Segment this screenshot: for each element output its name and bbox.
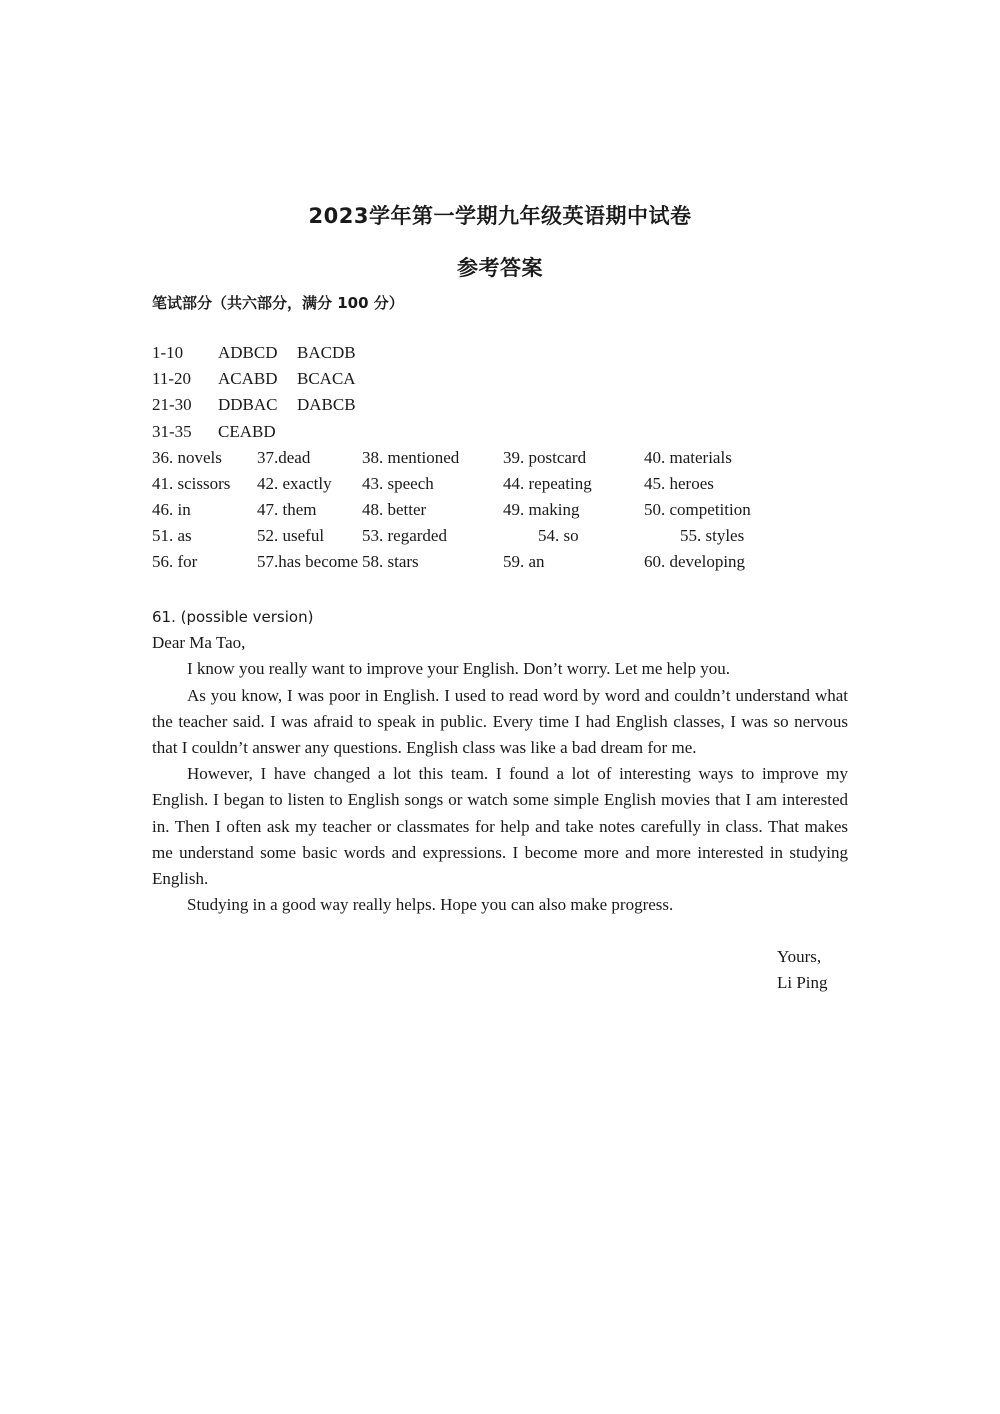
fill-answer: 46. in [152, 500, 191, 519]
answer-group: BACDB [297, 343, 356, 362]
fill-answer: 45. heroes [644, 474, 714, 493]
fill-answer: 38. mentioned [362, 448, 460, 467]
fill-answer: 51. as [152, 526, 192, 545]
fill-answer: 60. developing [644, 552, 746, 571]
fill-answer: 40. materials [644, 448, 732, 467]
essay-paragraph: However, I have changed a lot this team. I found a lot of interesting ways to improve my English. I began to listen to English songs or watch some simple English movies that I am interested in. Then I often ask my teacher or classmates for help and take notes carefully in class. That makes me understand some basic words and expressions. I become more and more interested in studying English. [152, 764, 848, 889]
section-label: 笔试部分（共六部分，满分 100 分） [152, 294, 404, 312]
letter-closing-block [777, 944, 828, 996]
letter-closing: Yours, [777, 947, 822, 966]
answer-group: ACABD [218, 369, 278, 388]
fill-answer: 42. exactly [257, 474, 332, 493]
fill-answer: 59. an [503, 552, 545, 571]
fill-answer: 50. competition [644, 500, 751, 519]
fill-answer: 48. better [362, 500, 427, 519]
essay-paragraph: Studying in a good way really helps. Hope you can also make progress. [187, 895, 674, 915]
answer-range: 11-20 [152, 369, 192, 388]
fill-answer: 52. useful [257, 526, 325, 545]
fill-answer: 39. postcard [503, 448, 587, 467]
essay-paragraph: I know you really want to improve your English. Don’t worry. Let me help you. [187, 659, 730, 679]
fill-answer: 41. scissors [152, 474, 231, 493]
fill-answer: 43. speech [362, 474, 434, 493]
essay-paragraph: As you know, I was poor in English. I used to read word by word and couldn’t understand what the teacher said. I was afraid to speak in public. Every time I had English classes, I was so nervous that I couldn’t answer any questions. English class was like a bad dream for me. [152, 685, 848, 758]
answer-range: 31-35 [152, 422, 192, 441]
fill-answer: 37.dead [257, 448, 311, 467]
answer-group: BCACA [297, 369, 356, 388]
letter-signature: Li Ping [777, 973, 828, 992]
fill-answer: 36. novels [152, 448, 222, 467]
essay-greeting: Dear Ma Tao, [152, 633, 246, 653]
answer-group: CEABD [218, 422, 276, 441]
essay-sample [152, 604, 848, 918]
fill-answer: 57.has become [257, 552, 359, 571]
answer-range: 1-10 [152, 343, 184, 362]
page-title: 2023学年第一学期九年级英语期中试卷 [308, 204, 692, 228]
fill-answer: 55. styles [680, 526, 745, 545]
fill-answer: 54. so [538, 526, 579, 545]
page-subtitle: 参考答案 [457, 256, 543, 280]
answer-group: DDBAC [218, 395, 278, 414]
answer-range: 21-30 [152, 395, 192, 414]
essay-label: 61. (possible version) [152, 608, 314, 626]
fill-answer: 49. making [503, 500, 580, 519]
fill-answer: 56. for [152, 552, 198, 571]
answer-group: DABCB [297, 395, 356, 414]
fill-answer: 44. repeating [503, 474, 592, 493]
fill-answer: 53. regarded [362, 526, 447, 545]
answer-group: ADBCD [218, 343, 278, 362]
fill-answer: 58. stars [362, 552, 419, 571]
fill-answer: 47. them [257, 500, 317, 519]
